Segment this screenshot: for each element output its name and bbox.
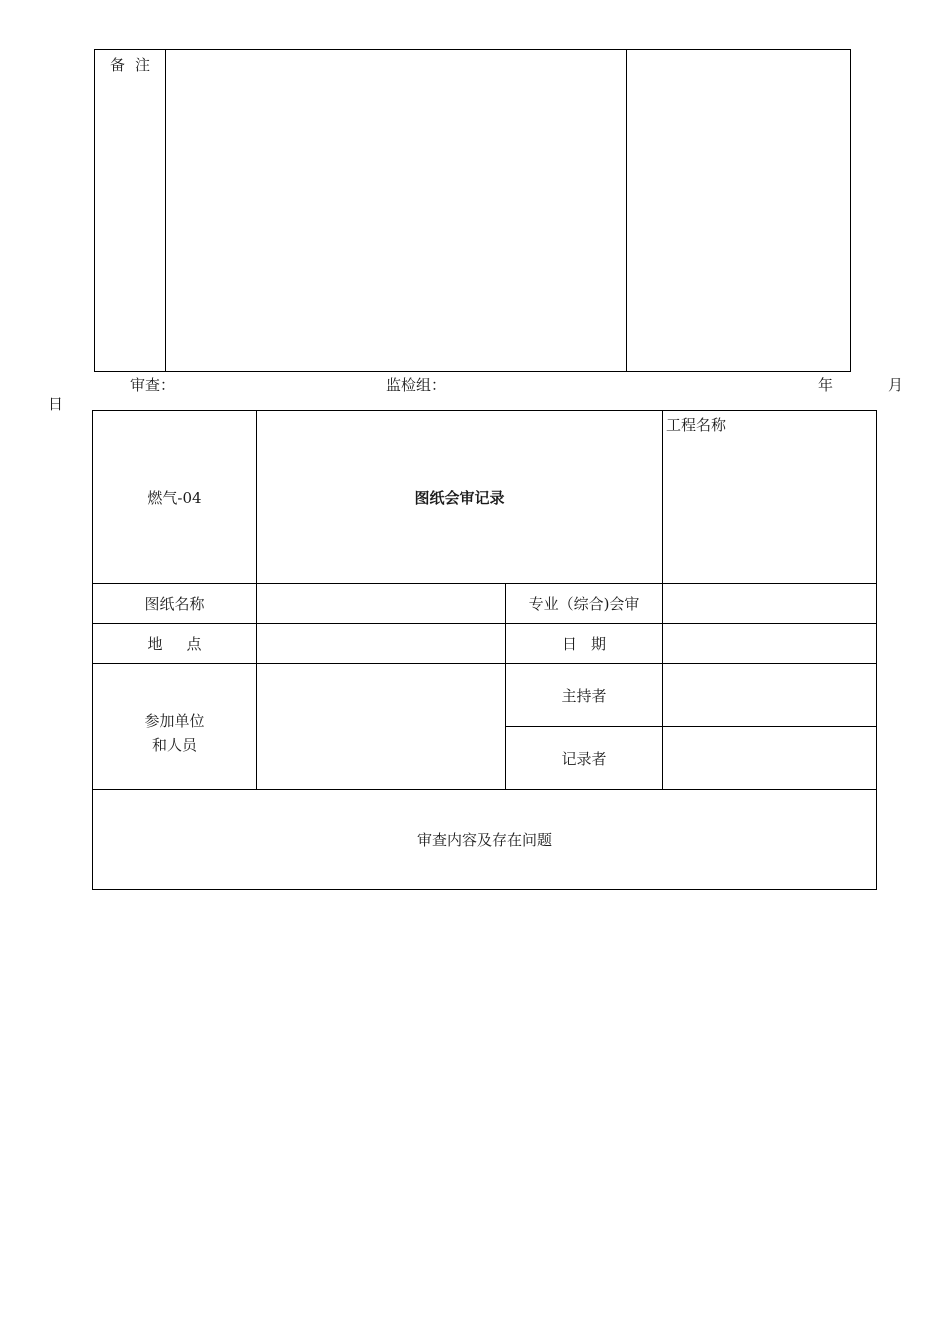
document-title: 图纸会审记录 [257,411,663,584]
review-signature-label: 审查： [130,376,176,394]
remarks-label: 备注 [109,56,160,74]
month-label: 月 [888,376,904,394]
remarks-divider [626,49,627,372]
location-value[interactable] [257,624,506,664]
drawing-name-value[interactable] [257,584,506,624]
participants-label [93,664,257,790]
supervision-group-label: 监检组： [386,376,447,394]
date-label: 日期 [506,624,663,664]
project-name-label: 工程名称 [666,416,727,434]
host-label: 主持者 [506,664,663,727]
recorder-label: 记录者 [506,727,663,790]
remarks-table [94,49,851,372]
specialty-review-label: 专业（综合)会审 [506,584,663,624]
participants-label-line2: 和人员 [151,735,197,754]
recorder-value[interactable] [663,727,877,790]
drawing-review-record-table [92,410,877,890]
location-label: 地点 [93,624,257,664]
year-label: 年 [818,376,834,394]
drawing-name-label: 图纸名称 [93,584,257,624]
date-value[interactable] [663,624,877,664]
participants-value[interactable] [257,664,506,790]
form-code: 燃气-04 [93,411,257,584]
specialty-review-value[interactable] [663,584,877,624]
host-value[interactable] [663,664,877,727]
project-name-cell[interactable] [663,411,877,584]
remarks-divider [165,49,166,372]
participants-label-line1: 参加单位 [144,711,205,730]
day-label: 日 [48,395,64,413]
review-content-label: 审查内容及存在问题 [93,790,877,890]
